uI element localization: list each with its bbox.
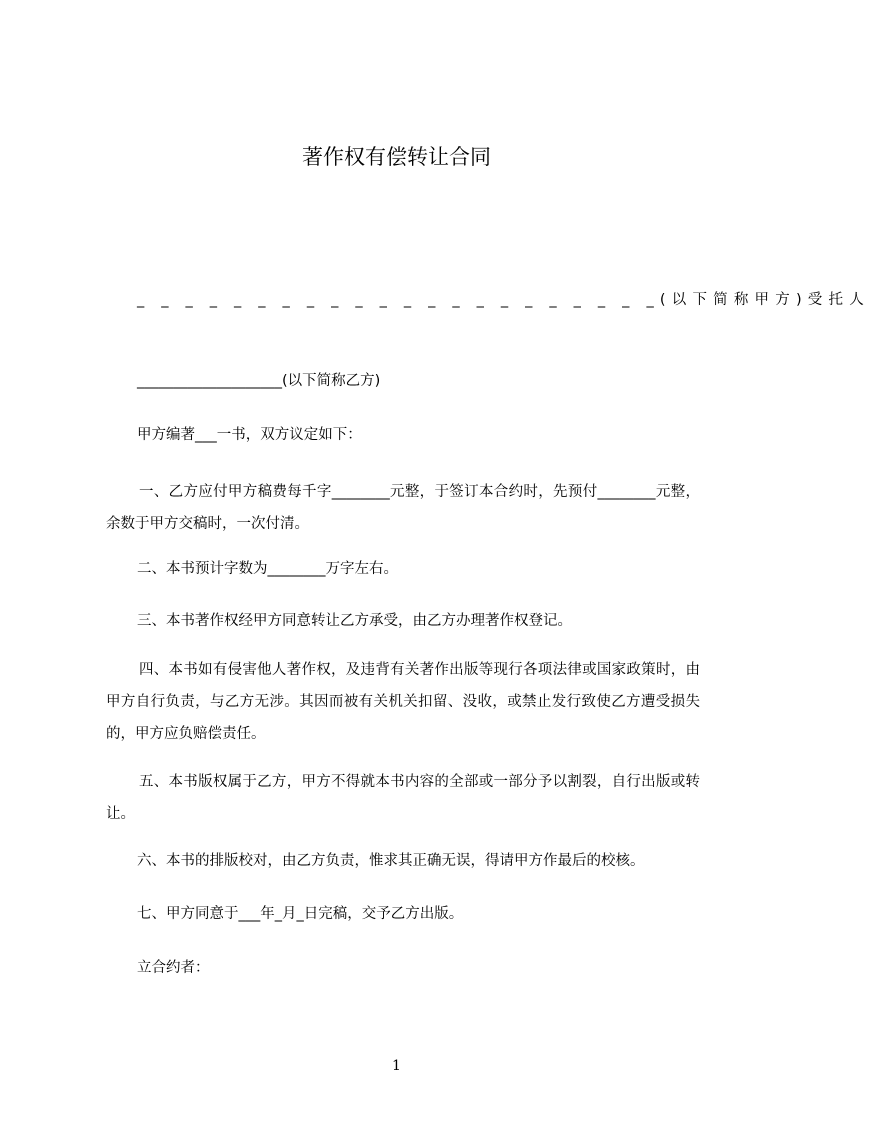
page-number: 1 [392,1058,401,1074]
clause-1: 一、乙方应付甲方稿费每千字________元整，于签订本合约时，先预付________元整，余数于甲方交稿时，一次付清。 [106,484,700,532]
clause-4: 四、本书如有侵害他人著作权，及违背有关著作出版等现行各项法律或国家政策时，由甲方自行负责，与乙方无涉。其因而被有关机关扣留、没收，或禁止发行致使乙方遭受损失的，甲方应负赔偿责任。 [106,662,700,742]
clause-5: 五、本书版权属于乙方，甲方不得就本书内容的全部或一部分予以割裂，自行出版或转让。 [106,774,700,822]
clause-3: 三、本书著作权经甲方同意转让乙方承受，由乙方办理著作权登记。 [137,613,572,629]
party-a-line: _ _ _ _ _ _ _ _ _ _ _ _ _ _ _ _ _ _ _ _ _ _(以下简称甲方)受托人 [137,292,870,308]
intro-paragraph: 甲方编著___一书，双方议定如下： [137,427,362,443]
signatories-label: 立合约者： [137,960,210,976]
document-title: 著作权有偿转让合同 [302,145,491,169]
clause-6: 六、本书的排版校对，由乙方负责，惟求其正确无误，得请甲方作最后的校核。 [137,853,645,869]
party-b-line: ____________________(以下简称乙方) [137,373,381,389]
clause-2: 二、本书预计字数为________万字左右。 [137,561,398,577]
clause-7: 七、甲方同意于___年_月_日完稿，交予乙方出版。 [137,906,464,922]
